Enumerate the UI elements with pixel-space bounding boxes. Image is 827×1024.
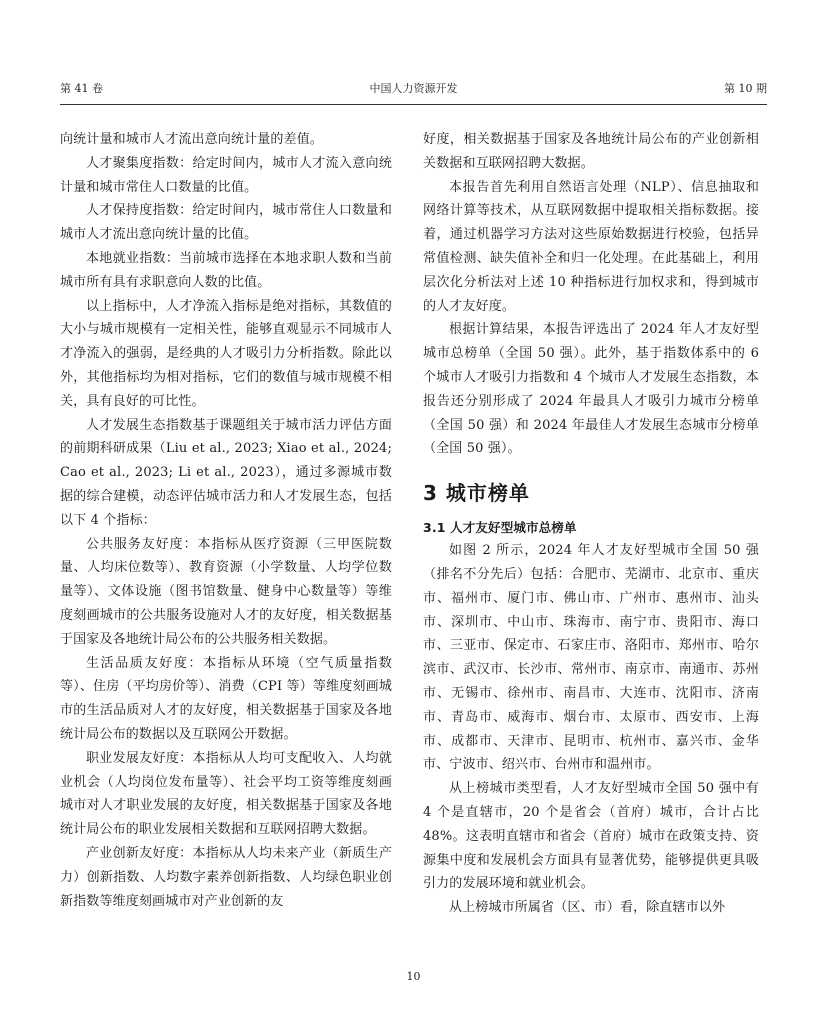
paragraph: 根据计算结果，本报告评选出了 2024 年人才友好型城市总榜单（全国 50 强）。此外，基于指数体系中的 6 个城市人才吸引力指数和 4 个城市人才发展生态指数，本报告还分别形成了 2024 年最具人才吸引力城市分榜单（全国 50 强）和 2024 年最佳人才发展生态城市分榜单（全国 50 强）。 bbox=[423, 322, 759, 457]
paragraph: 好度，相关数据基于国家及各地统计局公布的产业创新相关数据和互联网招聘大数据。 bbox=[423, 132, 759, 171]
paragraph: 以上指标中，人才净流入指标是绝对指标，其数值的大小与城市规模有一定相关性，能够直观显示不同城市人才净流入的强弱，是经典的人才吸引力分析指数。除此以外，其他指标均为相对指标，它们的数值与城市规模不相关，具有良好的可比性。 bbox=[60, 298, 392, 409]
paragraph: 生活品质友好度：本指标从环境（空气质量指数等）、住房（平均房价等）、消费（CPI 等）等维度刻画城市的生活品质对人才的友好度，相关数据基于国家及各地统计局公布的数据以及互联网公开数据。 bbox=[60, 655, 392, 742]
page-number: 10 bbox=[406, 970, 421, 983]
paragraph: 公共服务友好度：本指标从医疗资源（三甲医院数量、人均床位数等）、教育资源（小学数量、人均学位数量等）、文体设施（图书馆数量、健身中心数量等）等维度刻画城市的公共服务设施对人才的友好度，相关数据基于国家及各地统计局公布的公共服务相关数据。 bbox=[60, 536, 392, 647]
paragraph: 向统计量和城市人才流出意向统计量的差值。 bbox=[60, 132, 324, 147]
volume-label: 第 41 卷 bbox=[60, 82, 103, 95]
subsection-heading: 3.1 人才友好型城市总榜单 bbox=[423, 520, 577, 536]
running-header bbox=[60, 80, 767, 98]
left-column bbox=[60, 128, 392, 913]
section-heading: 3 城市榜单 bbox=[423, 481, 530, 506]
right-column bbox=[423, 128, 759, 920]
paragraph: 产业创新友好度：本指标从人均未来产业（新质生产力）创新指数、人均数字素养创新指数、人均绿色职业创新指数等维度刻画城市对产业创新的友 bbox=[60, 845, 392, 909]
header-divider bbox=[60, 104, 767, 105]
journal-title: 中国人力资源开发 bbox=[369, 82, 458, 95]
paragraph: 本报告首先利用自然语言处理（NLP）、信息抽取和网络计算等技术，从互联网数据中提取相关指标数据。接着，通过机器学习方法对这些原始数据进行校验，包括异常值检测、缺失值补全和归一化处理。在此基础上，利用层次化分析法对上述 10 种指标进行加权求和，得到城市的人才友好度。 bbox=[423, 179, 759, 314]
paragraph: 人才保持度指数：给定时间内，城市常住人口数量和城市人才流出意向统计量的比值。 bbox=[60, 203, 392, 243]
paragraph: 人才聚集度指数：给定时间内，城市人才流入意向统计量和城市常住人口数量的比值。 bbox=[60, 155, 392, 195]
paragraph: 如图 2 所示，2024 年人才友好型城市全国 50 强（排名不分先后）包括：合肥市、芜湖市、北京市、重庆市、福州市、厦门市、佛山市、广州市、惠州市、汕头市、深圳市、中山市、珠海市、南宁市、贵阳市、海口市、三亚市、保定市、石家庄市、洛阳市、郑州市、哈尔滨市、武汉市、长沙市、常州市、南京市、南通市、苏州市、无锡市、徐州市、南昌市、大连市、沈阳市、济南市、青岛市、威海市、烟台市、太原市、西安市、上海市、成都市、天津市、昆明市、杭州市、嘉兴市、金华市、宁波市、绍兴市、台州市和温州市。 bbox=[423, 543, 759, 773]
paragraph: 职业发展友好度：本指标从人均可支配收入、人均就业机会（人均岗位发布量等）、社会平均工资等维度刻画城市对人才职业发展的友好度，相关数据基于国家及各地统计局公布的职业发展相关数据和互联网招聘大数据。 bbox=[60, 750, 392, 838]
issue-label: 第 10 期 bbox=[724, 82, 767, 95]
paragraph: 本地就业指数：当前城市选择在本地求职人数和当前城市所有具有求职意向人数的比值。 bbox=[60, 250, 392, 290]
paragraph: 人才发展生态指数基于课题组关于城市活力评估方面的前期科研成果（Liu et al., 2023; Xiao et al., 2024; Cao et al., 2023; Li et al., 2023），通过多源城市数据的综合建模，动态评估城市活力和人才发展生态，包括以下 4 个指标： bbox=[60, 417, 392, 528]
paragraph: 从上榜城市所属省（区、市）看，除直辖市以外 bbox=[449, 900, 726, 916]
paragraph: 从上榜城市类型看，人才友好型城市全国 50 强中有 4 个是直辖市，20 个是省会（首府）城市，合计占比 48%。这表明直辖市和省会（首府）城市在政策支持、资源集中度和发展机会方面具有显著优势，能够提供更具吸引力的发展环境和就业机会。 bbox=[423, 781, 759, 892]
